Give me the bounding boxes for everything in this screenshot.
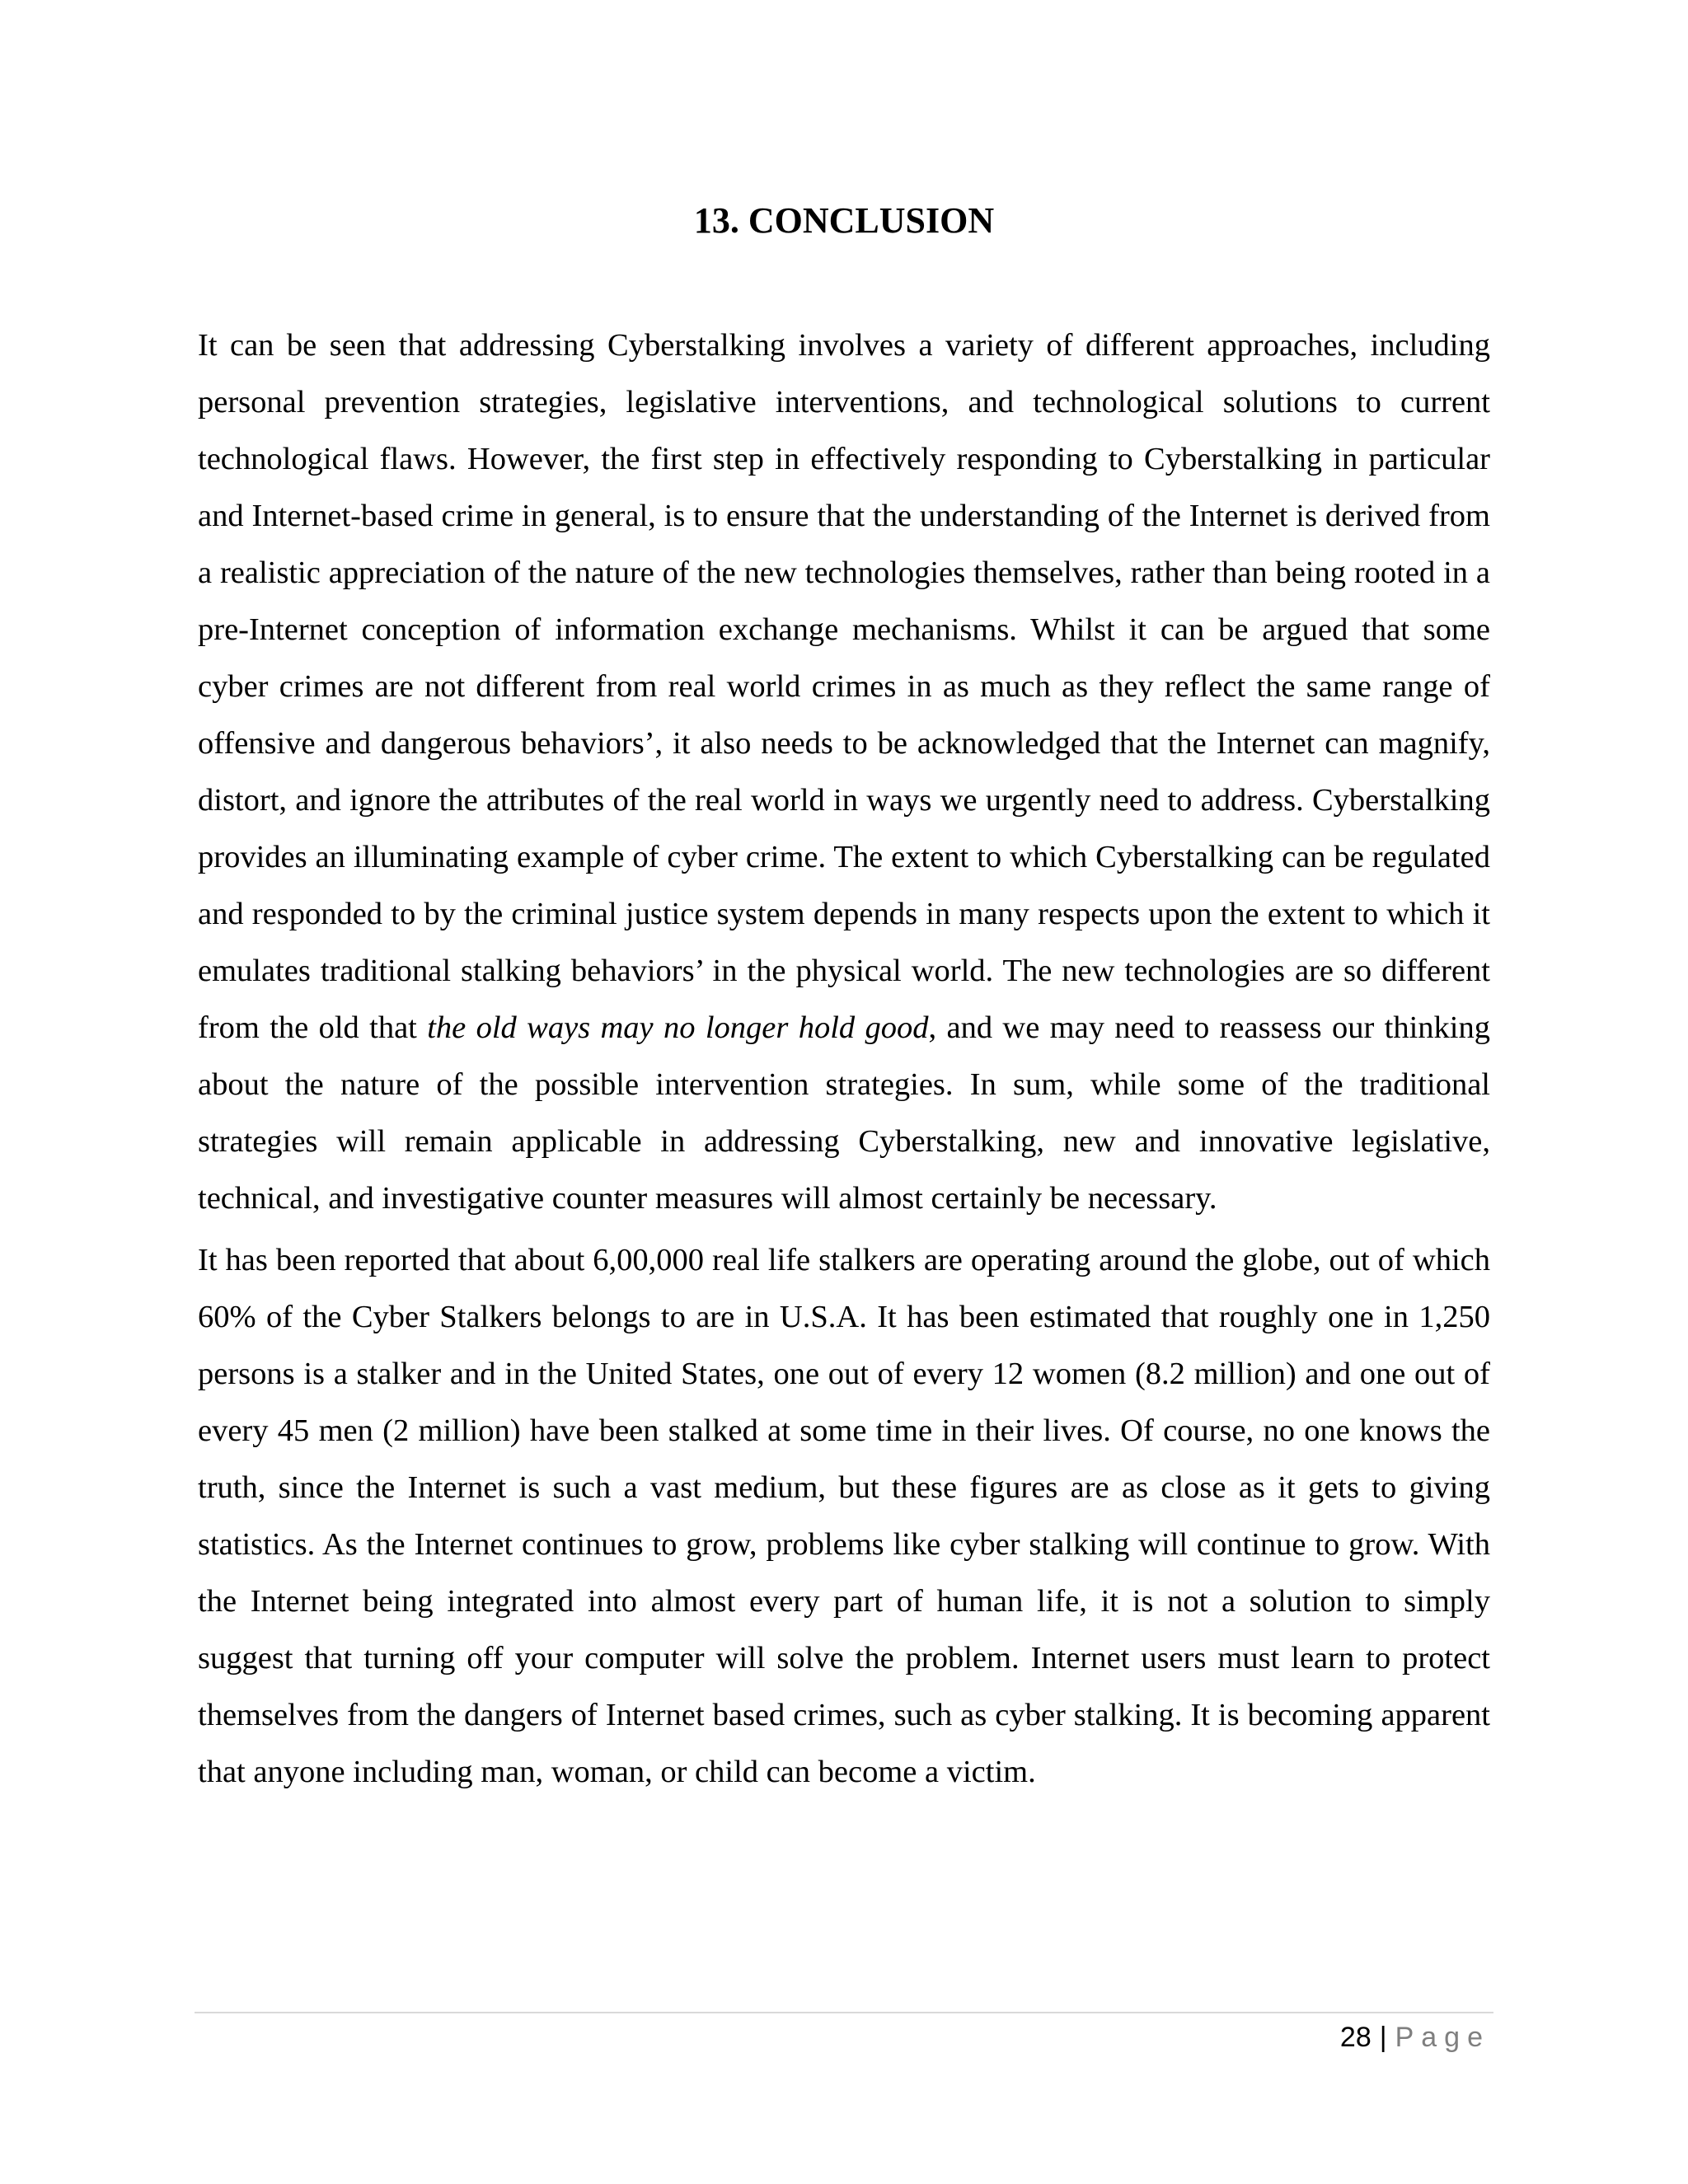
page-footer (1340, 2014, 1490, 2060)
footer-divider (195, 2012, 1493, 2013)
page-number: 28 (1339, 2022, 1372, 2053)
paragraph-1-italic-phrase: the old ways may no longer hold good (427, 1010, 929, 1045)
section-heading: 13. CONCLUSION (693, 200, 995, 241)
paragraph-1-text-start: It can be seen that addressing Cyberstalking involves a variety of different approaches, including personal prevention strategies, legislative interventions, and technological solutions to current technological flaws. However, the first step in effectively responding to Cyberstalking in particular and Internet-based crime in general, is to ensure that the understanding of the Internet is derived from a realistic appreciation of the nature of the new technologies themselves, rather than being rooted in a pre-Internet conception of information exchange mechanisms. Whilst it can be argued that some cyber crimes are not different from real world crimes in as much as they reflect the same range of offensive and dangerous behaviors’, it also needs to be acknowledged that the Internet can magnify, distort, and ignore the attributes of the real world in ways we urgently need to address. Cyberstalking provides an illuminating example of cyber crime. The extent to which Cyberstalking can be regulated and responded to by the criminal justice system depends in many respects upon the extent to which it emulates traditional stalking behaviors’ in the physical world. The new technologies are so different from the old that (198, 328, 1490, 1045)
page-label: Page (1395, 2022, 1490, 2053)
paragraph-1 (198, 317, 1490, 1227)
body-text (198, 317, 1490, 1806)
footer-separator: | (1379, 2022, 1387, 2053)
paragraph-1-text-end: , and we may need to reassess our thinking about the nature of the possible intervention strategies. In sum, while some of the traditional strategies will remain applicable in addressing Cyberstalking, new and innovative legislative, technical, and investigative counter measures will almost certainly be necessary. (198, 1010, 1490, 1216)
paragraph-2: It has been reported that about 6,00,000 real life stalkers are operating around the globe, out of which 60% of the Cyber Stalkers belongs to are in U.S.A. It has been estimated that roughly one in 1,250 persons is a stalker and in the United States, one out of every 12 women (8.2 million) and one out of every 45 men (2 million) have been stalked at some time in their lives. Of course, no one knows the truth, since the Internet is such a vast medium, but these figures are as close as it gets to giving statistics. As the Internet continues to grow, problems like cyber stalking will continue to grow. With the Internet being integrated into almost every part of human life, it is not a solution to simply suggest that turning off your computer will solve the problem. Internet users must learn to protect themselves from the dangers of Internet based crimes, such as cyber stalking. It is becoming apparent that anyone including man, woman, or child can become a victim. (198, 1243, 1490, 1789)
